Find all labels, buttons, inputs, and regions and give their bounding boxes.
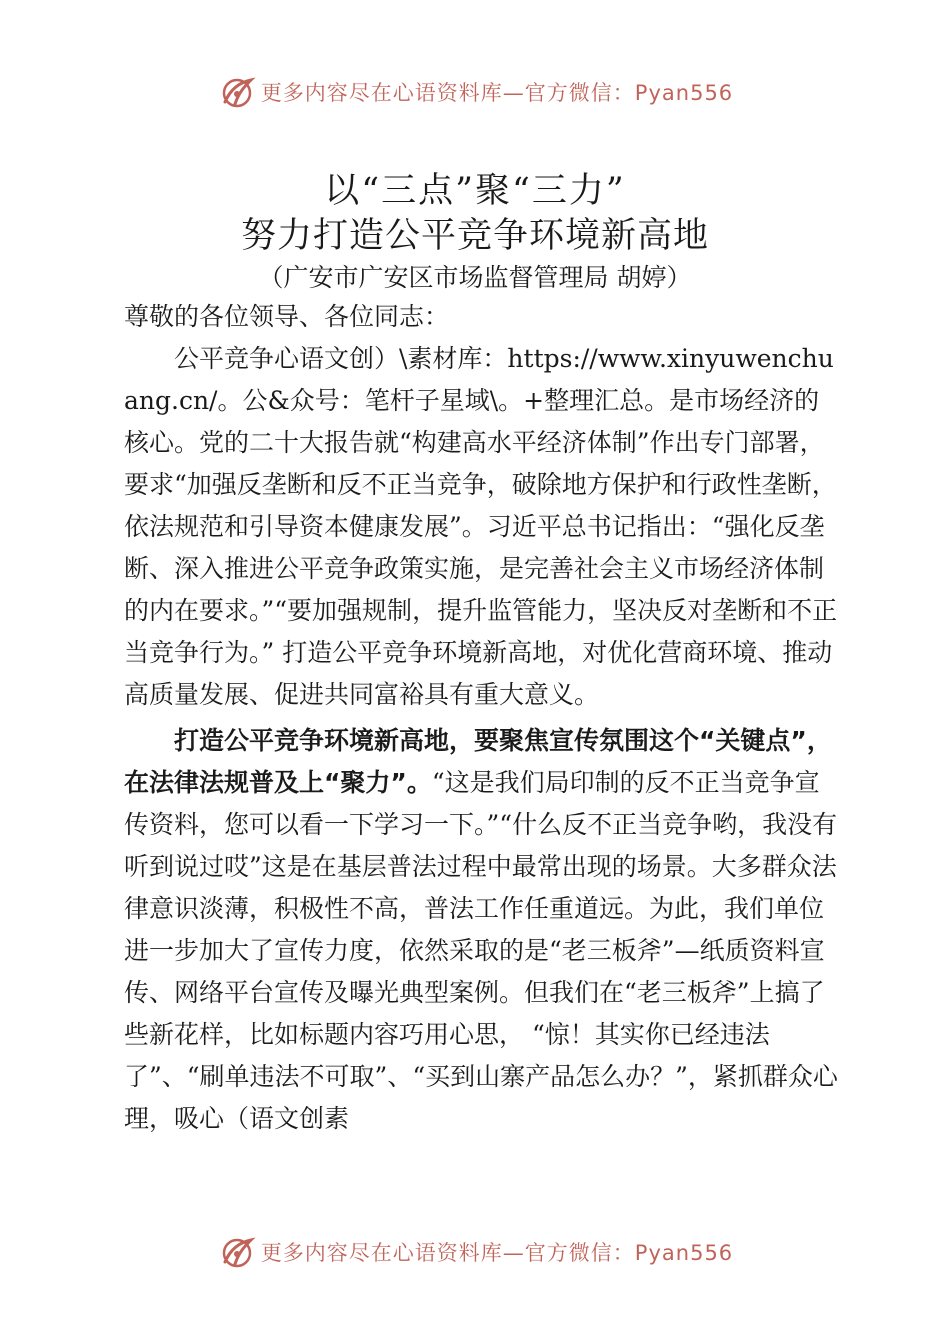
document-title-line2: 努力打造公平竞争环境新高地 bbox=[240, 216, 709, 256]
document-title-line1: 以“三点”聚“三力” bbox=[324, 171, 626, 211]
document-byline: （广安市广安区市场监督管理局 胡婷） bbox=[258, 263, 692, 292]
paragraph-2-text: “这是我们局印制的反不正当竞争宣传资料，您可以看一下学习一下。”“什么反不正当竞争哟，我没有听到说过哎”这是在基层普法过程中最常出现的场景。大多群众法律意识淡薄，积极性不高，普法工作任重道远。为此，我们单位进一步加大了宣传力度，依然采取的是“老三板斧”—纸质资料宣传、网络平台宣传及曝光典型案例。但我们在“老三板斧”上搞了些新花样，比如标题内容巧用心思， “惊！其实你已经违法了”、“刷单违法不可取”、“买到山寨产品怎么办？”，紧抓群众心理，吸心（语文创素 bbox=[124, 768, 838, 1133]
brand-seal-icon bbox=[217, 1232, 257, 1272]
banner-text: 更多内容尽在心语资料库—官方微信：Pyan556 bbox=[260, 1241, 734, 1265]
brand-seal-icon bbox=[217, 72, 257, 112]
salutation: 尊敬的各位领导、各位同志： bbox=[124, 302, 450, 331]
banner-text: 更多内容尽在心语资料库—官方微信：Pyan556 bbox=[260, 81, 734, 105]
paragraph-2 bbox=[124, 720, 840, 1140]
paragraph-1: 公平竞争心语文创）\素材库：https://www.xinyuwenchuang.cn/。公&众号：笔杆子星域\。+整理汇总。是市场经济的核心。党的二十大报告就“构建高水平经济体制”作出专门部署，要求“加强反垄断和反不正当竞争，破除地方保护和行政性垄断，依法规范和引导资本健康发展”。习近平总书记指出：“强化反垄断、深入推进公平竞争政策实施，是完善社会主义市场经济体制的内在要求。”“要加强规制，提升监管能力，坚决反对垄断和不正当竞争行为。” 打造公平竞争环境新高地，对优化营商环境、推动高质量发展、促进共同富裕具有重大意义。 bbox=[124, 344, 838, 709]
footer-watermark-banner bbox=[0, 1232, 950, 1272]
paragraph-2-lead: 打造公平竞争环境新高地，要聚焦宣传氛围这个“关键点”，在法律法规普及上“聚力”。 bbox=[124, 726, 832, 797]
document-body bbox=[124, 296, 840, 1140]
header-watermark-banner bbox=[0, 72, 950, 112]
